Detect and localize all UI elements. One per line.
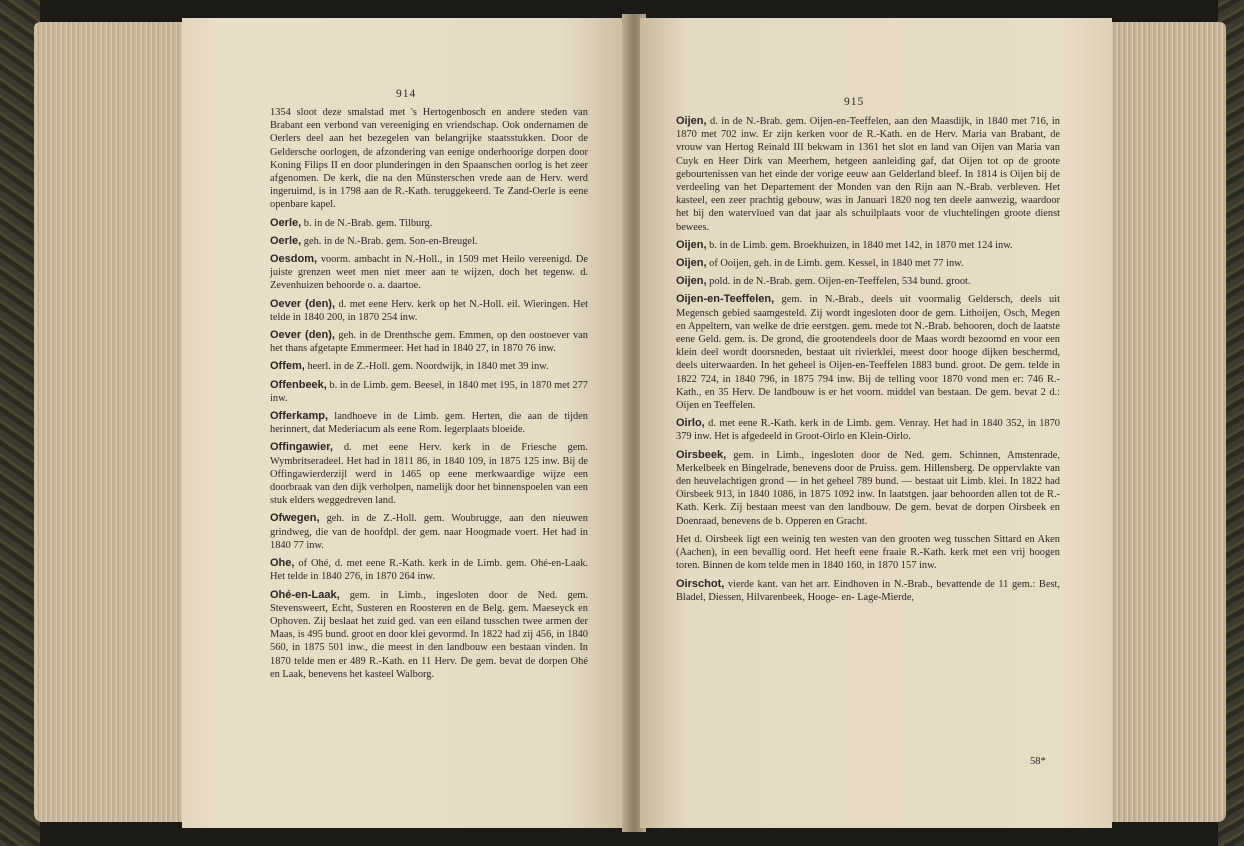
entry-headword: Ohe, bbox=[270, 557, 295, 570]
entry-headword: Oever (den), bbox=[270, 329, 335, 342]
entry-text: b. in de N.-Brab. gem. Tilburg. bbox=[301, 217, 433, 229]
dictionary-entry bbox=[270, 410, 588, 436]
entry-text: of Ohé, d. met eene R.-Kath. kerk in de Limb. gem. Ohé-en-Laak. Het telde in 1840 276, in 1870 264 inw. bbox=[270, 558, 588, 583]
entry-text: d. met eene Herv. kerk in de Friesche gem. Wymbritseradeel. Het had in 1811 86, in 1840 109, in 1875 125 inw. Bij de Offingawierderzijl werd in 1465 op eene merkwaardige wijze een doorbraak van den dijk verholpen, namelijk door het binnenspoelen van een stuk elders weggedreven land. bbox=[270, 442, 588, 507]
dictionary-entry bbox=[270, 557, 588, 583]
entry-headword: Oirsbeek, bbox=[676, 448, 727, 461]
dictionary-entry bbox=[676, 275, 1060, 288]
dictionary-entry bbox=[270, 512, 588, 552]
entry-headword: Oirlo, bbox=[676, 417, 705, 430]
entry-headword: Offerkamp, bbox=[270, 410, 329, 423]
entry-text: vierde kant. van het arr. Eindhoven in N.-Brab., bevattende de 11 gem.: Best, Bladel, Diessen, Hilvarenbeek, Hooge- en- Lage-Mierde, bbox=[676, 578, 1060, 603]
dictionary-entry bbox=[676, 578, 1060, 604]
entry-text: gem. in Limb., ingesloten door de Ned. gem. Stevensweert, Echt, Susteren en Roosteren en de Belg. gem. Maeseyck en Ophoven. Zij beslaat het zuid ged. van een eiland tusschen twee armen der Maas, is 495 bund. groot en door klei gevormd. In 1822 had zij 456, in 1840 560, in 1875 501 inw., die meest in den landbouw een bestaan vinden. In 1870 telde men er 489 R.-Kath. en 11 Herv. De gem. bevat de dorpen Ohé en Laak, benevens het kasteel Walborg. bbox=[270, 589, 588, 680]
dictionary-entry bbox=[270, 106, 588, 212]
dictionary-entry bbox=[676, 533, 1060, 573]
page-stack-right bbox=[1110, 22, 1226, 822]
entry-text: d. in de N.-Brab. gem. Oijen-en-Teeffelen, aan den Maasdijk, in 1840 met 716, in 1870 met 702 inw. Er zijn kerken voor de R.-Kath. en de Herv. Maria van Brabant, de vrouw van Hertog Reinald III bekwam in 1361 het slot en land van Oijen van Maria van Cuyk en Heer Dirk van Meerhem, hetgeen aanleiding gaf, dat Oijen tot op de groote gebourtenissen van het einde der vorige eeuw aan Gelderland bleef. In 1814 is Oijen bij de verdeeling van het Departement der Monden van den Rijn aan N.-Brab. verbleven. Het kasteel, een zeer prachtig gebouw, was in Januari 1820 nog ten deele aanwezig, waardoor het bij den watervloed van dat jaar als schuilplaats voor de vluchtelingen groote dienst bewees. bbox=[676, 116, 1060, 233]
entry-text: voorm. ambacht in N.-Holl., in 1509 met Heilo vereenigd. De juiste grenzen weet men niet meer aan te wijzen, doch het tegenw. d. Zevenhuizen behoorde o. a. daartoe. bbox=[270, 254, 588, 292]
dictionary-entry bbox=[270, 298, 588, 324]
dictionary-entry bbox=[270, 379, 588, 405]
entry-text: gem. in Limb., ingesloten door de Ned. gem. Schinnen, Amstenrade, Merkelbeek en Bingelrade, benevens door de Pruiss. gem. Hillensberg. De oppervlakte van den heuvelachtigen grond — in het geheel 789 bund. — bestaat uit Limb. klei. In 1822 had Oirsbeek 913, in 1840 1086, in 1875 1092 inw. In laatstgen. jaar behoorden allen tot de R.-Kath. Kerk. Zij bestaan meest van den landbouw. De gem. bevat de dorpen Oirsbeek en Doenraad, benevens de b. Opperen en Gracht. bbox=[676, 449, 1060, 527]
entry-headword: Offem, bbox=[270, 360, 305, 373]
entry-text: of Ooijen, geh. in de Limb. gem. Kessel, in 1840 met 77 inw. bbox=[706, 258, 964, 270]
right-page-text bbox=[676, 115, 1060, 609]
entry-text: heerl. in de Z.-Holl. gem. Noordwijk, in 1840 met 39 inw. bbox=[304, 361, 549, 373]
left-page bbox=[182, 18, 628, 828]
entry-headword: Ofwegen, bbox=[270, 512, 320, 525]
page-stack-left bbox=[34, 22, 184, 822]
entry-headword: Ohé-en-Laak, bbox=[270, 588, 340, 601]
entry-text: landhoeve in de Limb. gem. Herten, die aan de tijden herinnert, dat Mederiacum als eene Rom. legerplaats bloeide. bbox=[270, 411, 588, 436]
entry-headword: Oesdom, bbox=[270, 253, 318, 266]
signature-mark: 58* bbox=[1030, 756, 1046, 767]
left-page-text bbox=[270, 106, 588, 686]
dictionary-entry bbox=[676, 257, 1060, 270]
dictionary-entry bbox=[270, 253, 588, 293]
entry-text: b. in de Limb. gem. Beesel, in 1840 met 195, in 1870 met 277 inw. bbox=[270, 379, 588, 404]
dictionary-entry bbox=[270, 235, 588, 248]
entry-headword: Oijen, bbox=[676, 115, 707, 127]
dictionary-entry bbox=[270, 441, 588, 507]
page-number: 914 bbox=[396, 88, 417, 100]
dictionary-entry bbox=[270, 329, 588, 355]
entry-headword: Oirschot, bbox=[676, 577, 725, 590]
entry-text: geh. in de Z.-Holl. gem. Woubrugge, aan den nieuwen grindweg, die van de hoofdpl. der gem. naar Hoogmade voert. Het had in 1840 77 inw. bbox=[270, 513, 588, 551]
entry-headword: Oijen, bbox=[676, 257, 707, 270]
dictionary-entry bbox=[676, 417, 1060, 443]
entry-text: gem. in N.-Brab., deels uit voormalig Geldersch, deels uit Megensch gebied saamgesteld. Zij wordt ingesloten door de gem. Lithoijen, Osch, Megen en Appeltern, van welke de drie eerstgen. gem. mede tot N.-Brab. behooren, doch de laatste eene Geld. gem. is. De grond, die grootendeels door de Maas wordt bezoomd en voor een klein deel wordt doorsneden, bestaat uit rivierklei, meest door hooge dijken beschermd, deels uiterwaarden. In het geheel is Oijen-en-Teeffelen 1883 bund. groot. De gem. telde in 1822 724, in 1840 796, in 1875 794 inw. Bij de telling voor 1870 vond men er: 746 R.-Kath., en 35 Herv. De landbouw is er het voorn. middel van bestaan. De gem. bevat 2 d.: Oijen en Teeffelen. bbox=[676, 294, 1060, 412]
entry-text: Het d. Oirsbeek ligt een weinig ten westen van den grooten weg tusschen Sittard en Aken (Aachen), in een bevallig oord. Het heeft eene fraaie R.-Kath. kerk met een vrij hoogen toren. Binnen de kom telde men in 1840 160, in 1870 157 inw. bbox=[676, 533, 1060, 572]
page-number: 915 bbox=[844, 96, 865, 108]
entry-headword: Oerle, bbox=[270, 216, 302, 229]
entry-text: d. met eene Herv. kerk op het N.-Holl. eil. Wieringen. Het telde in 1840 200, in 1870 254 inw. bbox=[270, 298, 588, 323]
entry-headword: Oever (den), bbox=[270, 297, 336, 310]
dictionary-entry bbox=[270, 589, 588, 681]
dictionary-entry bbox=[676, 115, 1060, 234]
entry-text: pold. in de N.-Brab. gem. Oijen-en-Teeffelen, 534 bund. groot. bbox=[706, 276, 971, 288]
entry-text: geh. in de N.-Brab. gem. Son-en-Breugel. bbox=[301, 235, 478, 247]
entry-text: d. met eene R.-Kath. kerk in de Limb. gem. Venray. Het had in 1840 352, in 1870 379 inw. Het is afgedeeld in Groot-Oirlo en Klein-Oirlo. bbox=[676, 418, 1060, 443]
right-page bbox=[640, 18, 1112, 828]
entry-text: 1354 sloot deze smalstad met 's Hertogenbosch en andere steden van Brabant een verbond van vereeniging en vriendschap. Ook ondernamen de Oerlers deel aan het bezegelen van belangrijke staatsstukken. Door de Geldersche oorlogen, de afzondering van eenige onderhoorige dorpen door Koning Filips II en door plunderingen in den Spaanschen oorlog is het zeer afgenomen. De kerk, die na den Münsterschen vrede aan de Herv. werd ingeruimd, is in 1798 aan de R.-Kath. teruggekeerd. Te Zand-Oerle is eene openbare kapel. bbox=[270, 107, 588, 211]
entry-headword: Oijen-en-Teeffelen, bbox=[676, 293, 775, 306]
entry-headword: Oijen, bbox=[676, 275, 707, 288]
entry-text: b. in de Limb. gem. Broekhuizen, in 1840 met 142, in 1870 met 124 inw. bbox=[706, 239, 1013, 251]
dictionary-entry bbox=[270, 360, 588, 373]
entry-headword: Oijen, bbox=[676, 238, 707, 251]
entry-headword: Offenbeek, bbox=[270, 378, 327, 391]
dictionary-entry bbox=[676, 239, 1060, 252]
entry-text: geh. in de Drenthsche gem. Emmen, op den oostoever van het thans afgetapte Emmermeer. Het had in 1840 27, in 1870 76 inw. bbox=[270, 330, 589, 355]
dictionary-entry bbox=[676, 293, 1060, 412]
dictionary-entry bbox=[676, 449, 1060, 528]
entry-headword: Offingawier, bbox=[270, 441, 333, 454]
dictionary-entry bbox=[270, 217, 588, 230]
entry-headword: Oerle, bbox=[270, 234, 302, 247]
